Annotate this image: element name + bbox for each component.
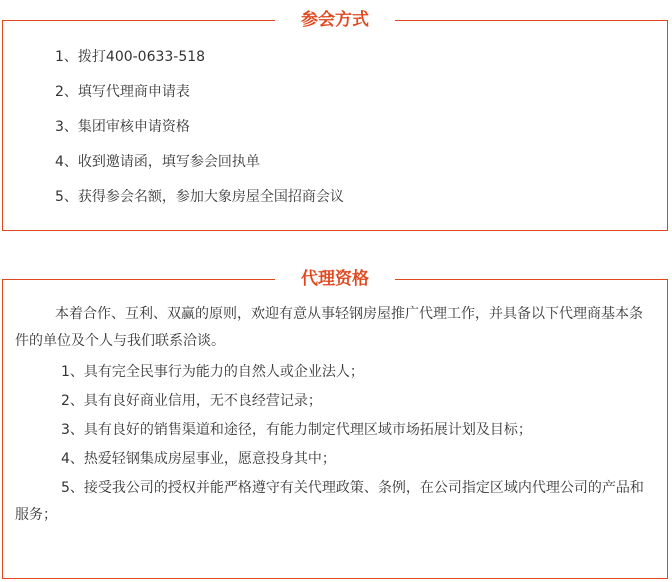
qualification-list [15, 359, 651, 531]
list-item: 2、填写代理商申请表 [55, 84, 190, 100]
list-item: 2、具有良好商业信用，无不良经营记录； [61, 393, 322, 409]
list-item: 5、接受我公司的授权并能严格遵守有关代理政策、条例，在公司指定区域内代理公司的产品和服务； [15, 480, 644, 523]
section-title-qualification: 代理资格 [275, 268, 395, 290]
agent-qualification-panel [2, 269, 668, 579]
list-item: 5、获得参会名额，参加大象房屋全国招商会议 [55, 189, 344, 205]
list-item: 3、具有良好的销售渠道和途径，有能力制定代理区域市场拓展计划及目标； [61, 422, 532, 438]
participation-methods-panel [2, 10, 668, 231]
list-item: 1、具有完全民事行为能力的自然人或企业法人； [61, 364, 364, 380]
list-item: 4、收到邀请函，填写参会回执单 [55, 154, 260, 170]
section-title-participation: 参会方式 [275, 9, 395, 31]
list-item: 4、热爱轻钢集成房屋事业，愿意投身其中； [61, 451, 336, 467]
list-item: 3、集团审核申请资格 [55, 119, 190, 135]
participation-steps-list [55, 47, 344, 222]
list-item: 1、拨打400-0633-518 [55, 49, 206, 65]
intro-paragraph: 本着合作、互利、双赢的原则，欢迎有意从事轻钢房屋推广代理工作，并具备以下代理商基本条件的单位及个人与我们联系洽谈。 [15, 306, 643, 349]
